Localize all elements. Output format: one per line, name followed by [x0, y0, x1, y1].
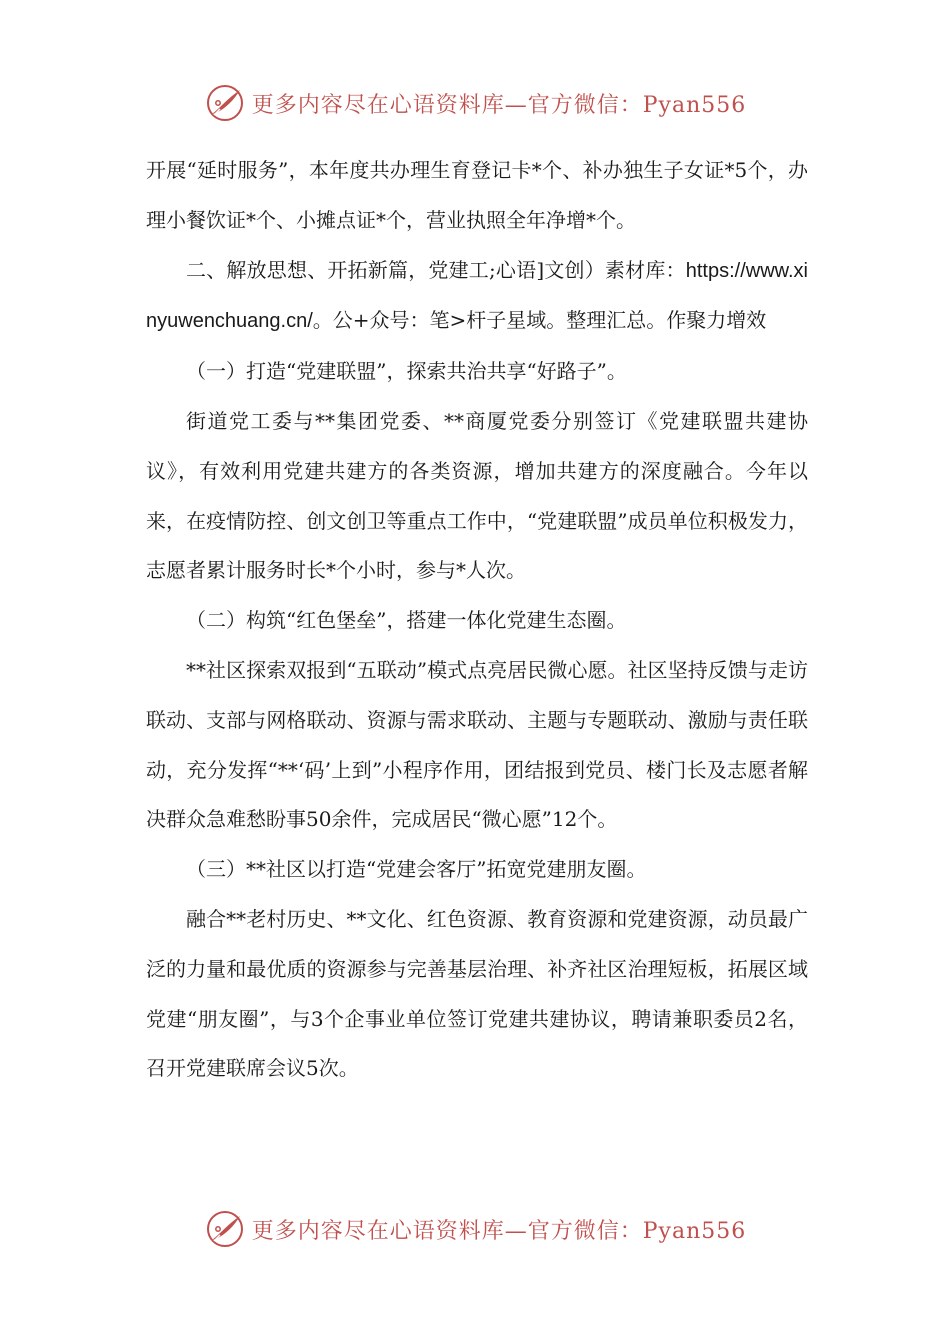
- section-two-title-text: 二、解放思想、开拓新篇，党建工;心语]文创）素材库：: [186, 257, 686, 282]
- section-two-title-tail: 。公+众号：笔>杆子星域。整理汇总。作聚力增效: [312, 308, 767, 333]
- subheading-party-lounge: （三）**社区以打造“党建会客厅”拓宽党建朋友圈。: [186, 857, 647, 882]
- header-banner-text: 更多内容尽在心语资料库—官方微信：Pyan556: [251, 92, 747, 118]
- footer-banner-text: 更多内容尽在心语资料库—官方微信：Pyan556: [251, 1218, 747, 1244]
- paragraph-party-lounge: 融合**老村历史、**文化、红色资源、教育资源和党建资源，动员最广泛的力量和最优质的资源参与完善基层治理、补齐社区治理短板，拓展区域党建“朋友圈”，与3个企事业单位签订党建共建协议，聘请兼职委员2名，召开党建联席会议5次。: [146, 906, 808, 1081]
- document-body: [146, 146, 808, 1094]
- paragraph-red-fortress: **社区探索双报到“五联动”模式点亮居民微心愿。社区坚持反馈与走访联动、支部与网格联动、资源与需求联动、主题与专题联动、激励与责任联动，充分发挥“**‘码’上到”小程序作用，团结报到党员、楼门长及志愿者解决群众急难愁盼事50余件，完成居民“微心愿”12个。: [146, 657, 808, 832]
- header-banner: [0, 78, 950, 128]
- subheading-red-fortress: （二）构筑“红色堡垒”，搭建一体化党建生态圈。: [186, 608, 627, 633]
- quill-pen-logo-icon: [204, 82, 246, 124]
- footer-banner: [0, 1204, 950, 1254]
- quill-pen-logo-icon: [204, 1208, 246, 1250]
- subheading-party-alliance: （一）打造“党建联盟”，探索共治共享“好路子”。: [186, 359, 627, 384]
- watermark-url-link[interactable]: https://www.xinyuwenchuang.cn/: [146, 259, 808, 333]
- paragraph-service: 开展“延时服务”，本年度共办理生育登记卡*个、补办独生子女证*5个，办理小餐饮证*个、小摊点证*个，营业执照全年净增*个。: [146, 158, 808, 232]
- section-two-title: [146, 246, 808, 348]
- paragraph-party-alliance: 街道党工委与**集团党委、**商厦党委分别签订《党建联盟共建协议》，有效利用党建共建方的各类资源，增加共建方的深度融合。今年以来，在疫情防控、创文创卫等重点工作中，“党建联盟”成员单位积极发力，志愿者累计服务时长*个小时，参与*人次。: [146, 408, 808, 583]
